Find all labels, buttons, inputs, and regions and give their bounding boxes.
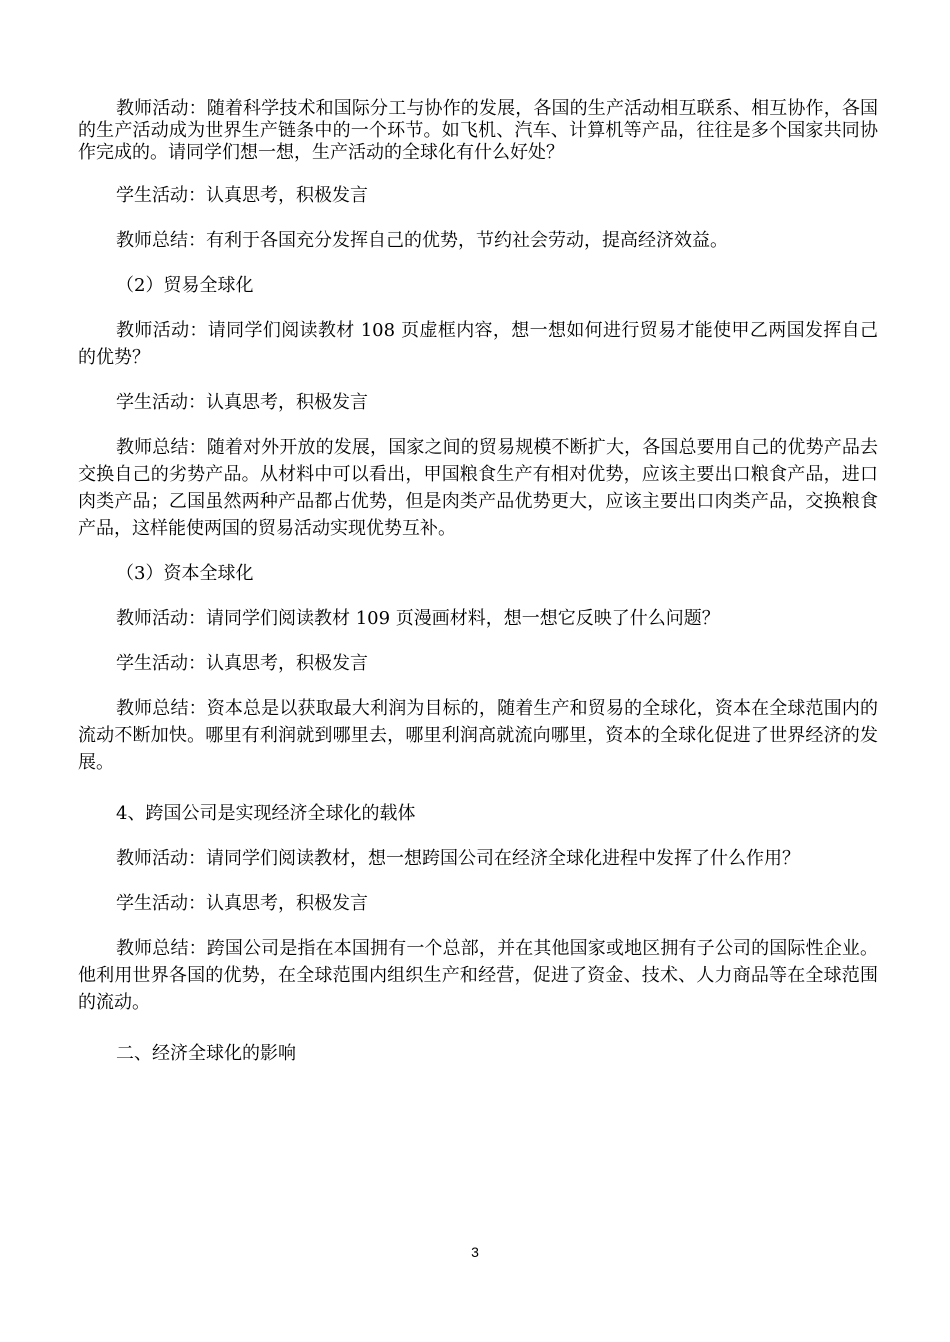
paragraph-teacher-production: 教师活动：随着科学技术和国际分工与协作的发展，各国的生产活动相互联系、相互协作，各国的生产活动成为世界生产链条中的一个环节。如飞机、汽车、计算机等产品，往往是多个国家共同协作完成的。请同学们想一想，生产活动的全球化有什么好处？: [78, 98, 878, 163]
paragraph-student-2: 学生活动：认真思考，积极发言: [116, 392, 368, 413]
paragraph-summary-multinational: 教师总结：跨国公司是指在本国拥有一个总部，并在其他国家或地区拥有子公司的国际性企业。他利用世界各国的优势，在全球范围内组织生产和经营，促进了资金、技术、人力商品等在全球范围的流动。: [78, 938, 878, 1013]
page-number: 3: [471, 1244, 479, 1260]
paragraph-teacher-trade: 教师活动：请同学们阅读教材 108 页虚框内容，想一想如何进行贸易才能使甲乙两国发挥自己的优势？: [78, 320, 878, 368]
paragraph-teacher-capital: 教师活动：请同学们阅读教材 109 页漫画材料，想一想它反映了什么问题？: [116, 608, 720, 629]
paragraph-student-1: 学生活动：认真思考，积极发言: [116, 185, 368, 206]
heading-globalization-impact: 二、经济全球化的影响: [116, 1043, 296, 1064]
paragraph-summary-trade: 教师总结：随着对外开放的发展，国家之间的贸易规模不断扩大，各国总要用自己的优势产品去交换自己的劣势产品。从材料中可以看出，甲国粮食生产有相对优势，应该主要出口粮食产品，进口肉类产品；乙国虽然两种产品都占优势，但是肉类产品优势更大，应该主要出口肉类产品，交换粮食产品，这样能使两国的贸易活动实现优势互补。: [78, 437, 878, 539]
paragraph-teacher-multinational: 教师活动：请同学们阅读教材，想一想跨国公司在经济全球化进程中发挥了什么作用？: [116, 848, 800, 869]
heading-multinational: 4、跨国公司是实现经济全球化的载体: [116, 803, 416, 824]
document-body: [78, 98, 878, 1067]
paragraph-summary-production: 教师总结：有利于各国充分发挥自己的优势，节约社会劳动，提高经济效益。: [116, 230, 728, 251]
paragraph-student-4: 学生活动：认真思考，积极发言: [116, 893, 368, 914]
paragraph-student-3: 学生活动：认真思考，积极发言: [116, 653, 368, 674]
heading-capital-globalization: （3）资本全球化: [116, 563, 254, 584]
heading-trade-globalization: （2）贸易全球化: [116, 275, 254, 296]
paragraph-summary-capital: 教师总结：资本总是以获取最大利润为目标的，随着生产和贸易的全球化，资本在全球范围内的流动不断加快。哪里有利润就到哪里去，哪里利润高就流向哪里，资本的全球化促进了世界经济的发展。: [78, 698, 878, 773]
